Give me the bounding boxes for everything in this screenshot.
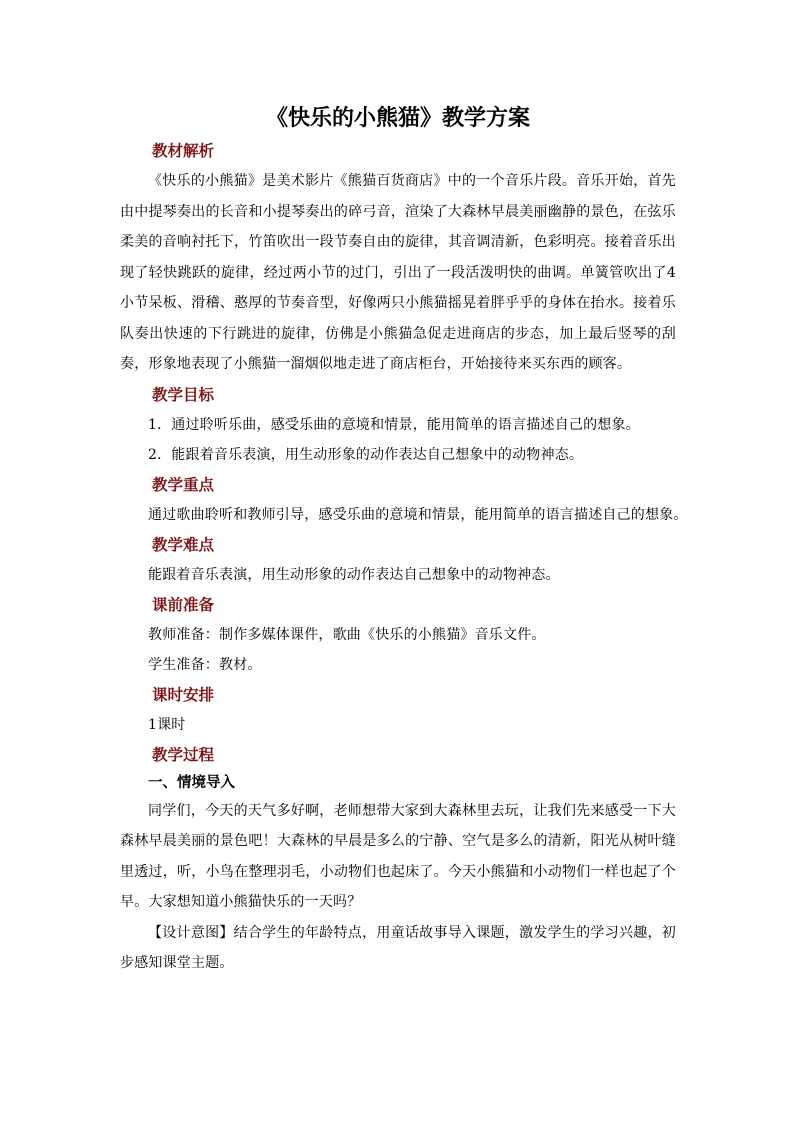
- difficulties-text: 能跟着音乐表演，用生动形象的动作表达自己想象中的动物神态。: [148, 566, 560, 583]
- section-heading-difficulties: 教学难点: [152, 534, 215, 554]
- analysis-paragraph: 《快乐的小熊猫》是美术影片《熊猫百货商店》中的一个音乐片段。音乐开始，首先由中提琴奏出的长音和小提琴奏出的碎弓音，渲染了大森林早晨美丽幽静的景色，在弦乐柔美的音响衬托下，竹笛吹出一段节奏自由的旋律，其音调清新，色彩明亮。接着音乐出现了轻快跳跃的旋律，经过两小节的过门，引出了一段活泼明快的曲调。单簧管吹出了4小节呆板、滑稽、憨厚的节奏音型，好像两只小熊猫摇晃着胖乎乎的身体在抬水。接着乐队奏出快速的下行跳进的旋律，仿佛是小熊猫急促走进商店的步态，加上最后竖琴的刮奏，形象地表现了小熊猫一溜烟似地走进了商店柜台，开始接待来买东西的顾客。: [120, 173, 676, 372]
- process-step1-paragraph: 同学们，今天的天气多好啊，老师想带大家到大森林里去玩，让我们先来感受一下大森林早晨美丽的景色吧！大森林的早晨是多么的宁静、空气是多么的清新，阳光从树叶缝里透过，听，小鸟在整理羽毛，小动物们也起床了。今天小熊猫和小动物们一样也起了个早。大家想知道小熊猫快乐的一天吗？: [120, 802, 676, 910]
- section-heading-key-points: 教学重点: [152, 474, 215, 494]
- goal-item-2: 2．能跟着音乐表演，用生动形象的动作表达自己想象中的动物神态。: [148, 446, 584, 463]
- section-heading-preparation: 课前准备: [152, 594, 215, 614]
- goal-item-1: 1．通过聆听乐曲，感受乐曲的意境和情景，能用简单的语言描述自己的想象。: [148, 416, 640, 433]
- section-heading-goals: 教学目标: [152, 384, 215, 404]
- section-heading-analysis: 教材解析: [152, 141, 215, 160]
- student-preparation-text: 学生准备：教材。: [148, 656, 262, 673]
- teacher-preparation-text: 教师准备：制作多媒体课件，歌曲《快乐的小熊猫》音乐文件。: [148, 626, 546, 643]
- document-page: [120, 100, 688, 979]
- process-step1-design-intent: 【设计意图】结合学生的年龄特点，用童话故事导入课题，激发学生的学习兴趣，初步感知课堂主题。: [120, 924, 676, 971]
- section-heading-process: 教学过程: [152, 744, 215, 764]
- key-points-text: 通过歌曲聆听和教师引导，感受乐曲的意境和情景，能用简单的语言描述自己的想象。: [148, 506, 688, 523]
- schedule-text: 1课时: [148, 716, 186, 733]
- section-heading-schedule: 课时安排: [152, 684, 215, 704]
- process-step1-heading: 一、情境导入: [148, 773, 235, 791]
- document-title: 《快乐的小熊猫》教学方案: [265, 105, 530, 131]
